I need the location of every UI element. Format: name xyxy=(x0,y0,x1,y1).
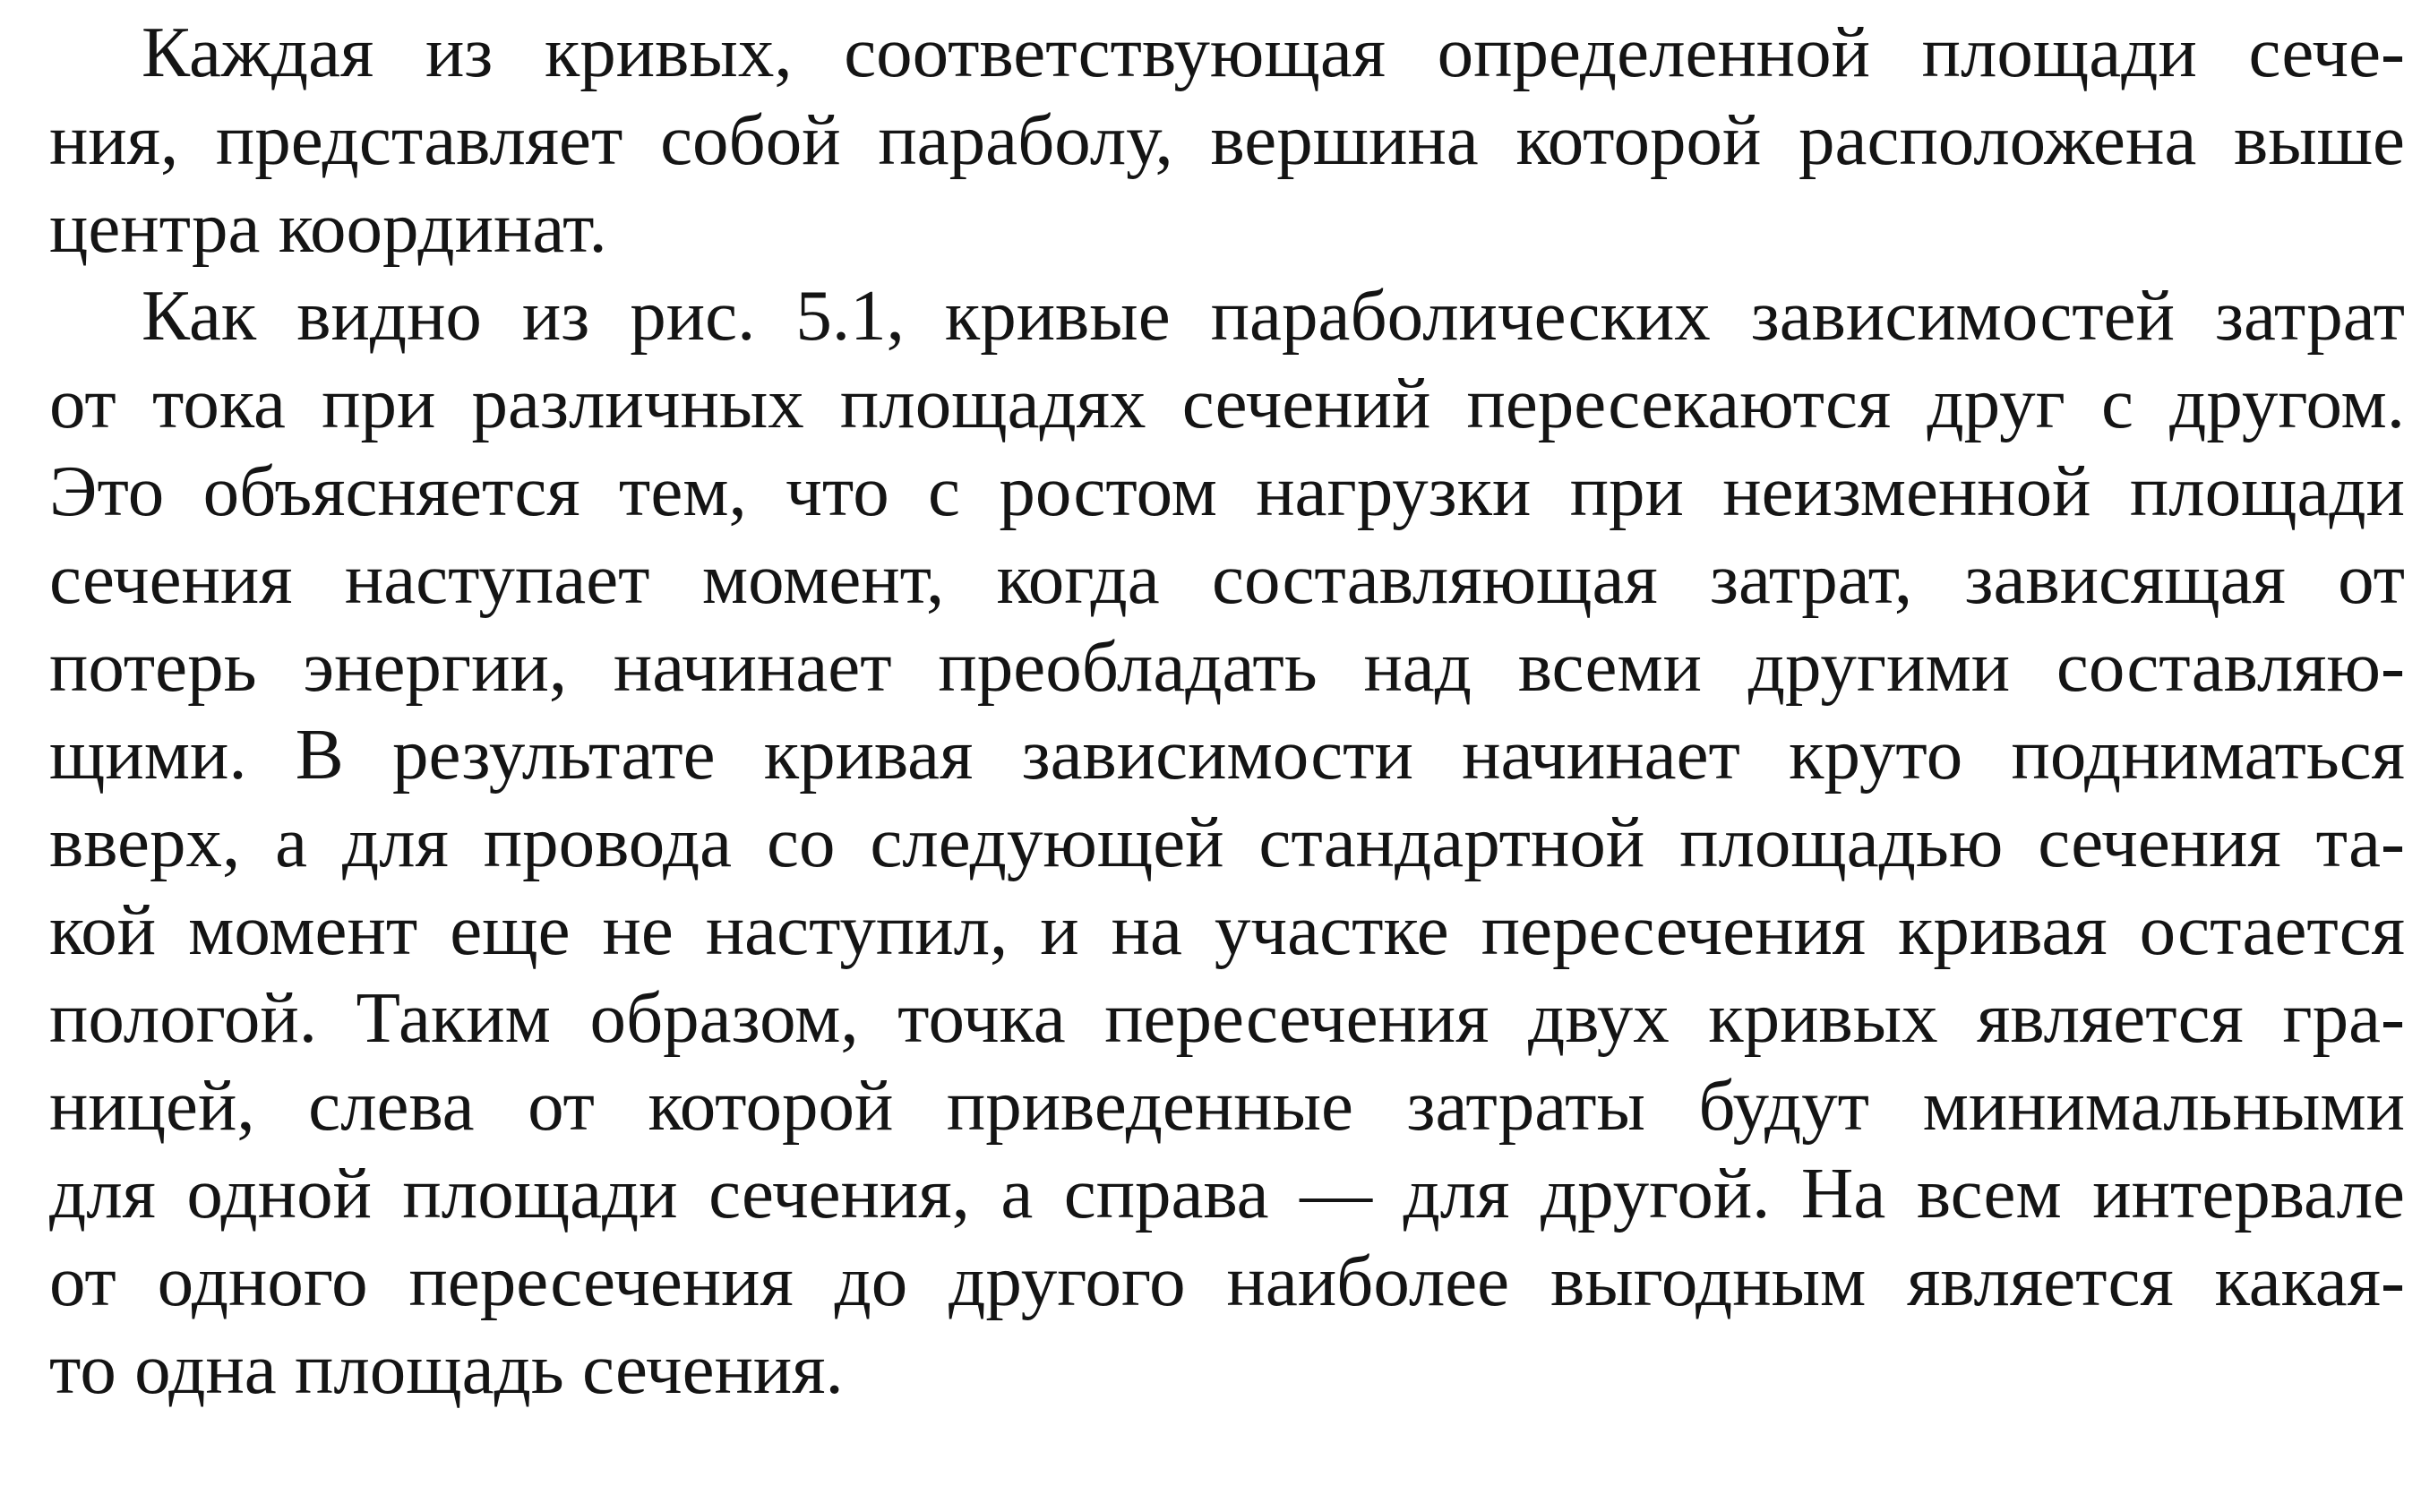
text-line: от одного пересечения до другого наиболее выгодным является какая- xyxy=(49,1241,2405,1321)
text-line: центра координат. xyxy=(49,187,607,268)
text-line: то одна площадь сечения. xyxy=(49,1328,844,1409)
text-line: ния, представляет собой параболу, вершина которой расположена выше xyxy=(49,99,2405,180)
text-line: ницей, слева от которой приведенные затраты будут минимальными xyxy=(49,1065,2405,1146)
text-line: вверх, а для провода со следующей стандартной площадью сечения та- xyxy=(49,802,2405,882)
text-line: пологой. Таким образом, точка пересечения двух кривых является гра- xyxy=(49,977,2405,1058)
text-line: потерь энергии, начинает преобладать над всеми другими составляю- xyxy=(49,626,2405,707)
text-line: Каждая из кривых, соответствующая определенной площади сече- xyxy=(142,12,2405,92)
text-line: Это объясняется тем, что с ростом нагрузки при неизменной площади xyxy=(49,451,2405,531)
text-line: Как видно из рис. 5.1, кривые параболических зависимостей затрат xyxy=(142,275,2405,356)
text-line: для одной площади сечения, а справа — для другой. На всем интервале xyxy=(49,1153,2405,1233)
text-line: кой момент еще не наступил, и на участке пересечения кривая остается xyxy=(49,889,2405,970)
text-line: от тока при различных площадях сечений пересекаются друг с другом. xyxy=(49,363,2405,443)
text-line: щими. В результате кривая зависимости начинает круто подниматься xyxy=(49,714,2405,795)
text-line: сечения наступает момент, когда составляющая затрат, зависящая от xyxy=(49,538,2405,619)
